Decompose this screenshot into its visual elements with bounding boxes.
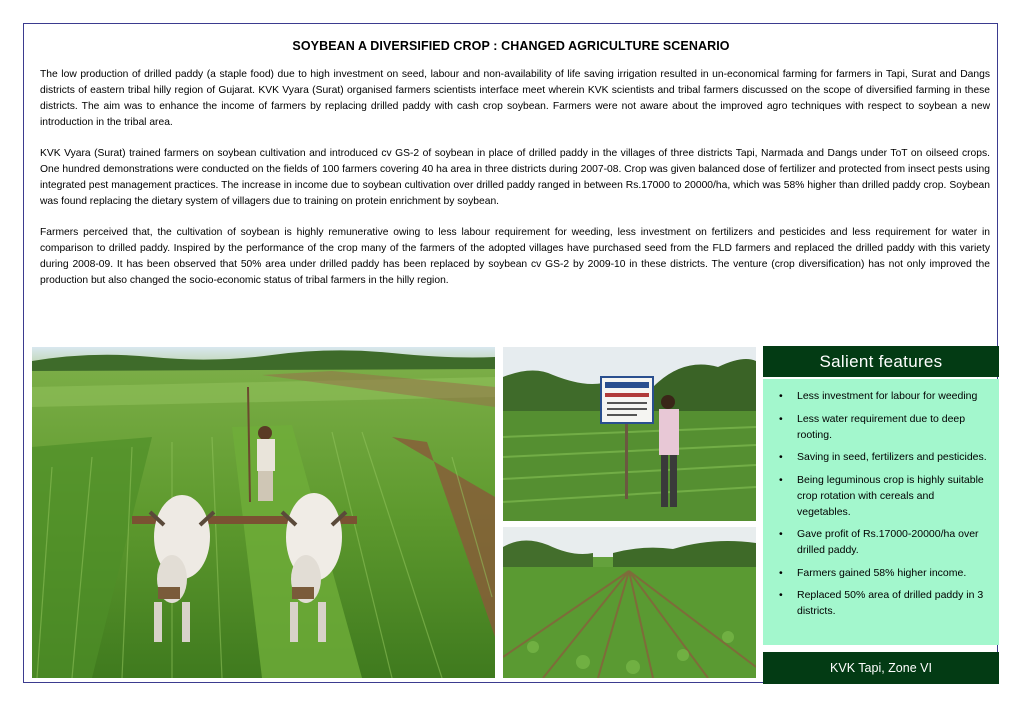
salient-features-heading: Salient features bbox=[763, 346, 999, 377]
list-item: • Being leguminous crop is highly suitable crop rotation with cereals and vegetables. bbox=[779, 473, 984, 518]
bullet-icon: • bbox=[779, 589, 783, 601]
footer-label: KVK Tapi, Zone VI bbox=[763, 652, 999, 684]
salient-features-list bbox=[763, 379, 999, 645]
list-item: • Replaced 50% area of drilled paddy in 3 districts. bbox=[779, 589, 984, 617]
article-body bbox=[40, 67, 990, 304]
photo-farmer-signboard bbox=[503, 347, 756, 521]
bullet-icon: • bbox=[779, 566, 783, 579]
list-item: • Less water requirement due to deep rooting. bbox=[779, 412, 966, 441]
list-item: • Less investment for labour for weeding bbox=[779, 390, 978, 402]
bullet-icon: • bbox=[779, 390, 783, 402]
bullet-icon: • bbox=[779, 451, 783, 463]
photo-soybean-field bbox=[503, 527, 756, 678]
page-title: SOYBEAN A DIVERSIFIED CROP : CHANGED AGRICULTURE SCENARIO bbox=[292, 39, 730, 53]
list-item: • Gave profit of Rs.17000-20000/ha over drilled paddy. bbox=[779, 528, 979, 556]
list-item: • Farmers gained 58% higher income. bbox=[779, 566, 967, 579]
photo-bullock-ploughing bbox=[32, 347, 495, 678]
paragraph-2: KVK Vyara (Surat) trained farmers on soybean cultivation and introduced cv GS-2 of soybean in place of drilled paddy in the villages of three districts Tapi, Narmada and Dangs under ToT on oilseed crops. One hundred demonstrations were conducted on the fields of 100 farmers covering 40 ha area in three districts during 2007-08. Crop was given balanced dose of fertilizer and protected from insect pests using integrated pest management practices. The increase in income due to soybean cultivation over drilled paddy ranged in between Rs.17000 to 20000/ha, which was 58% higher than drilled paddy crop. Soybean was found replacing the dietary system of villagers due to training on protein enrichment by soybean. bbox=[40, 148, 990, 207]
bullet-icon: • bbox=[779, 412, 783, 425]
bullet-icon: • bbox=[779, 473, 783, 486]
paragraph-3: Farmers perceived that, the cultivation of soybean is highly remunerative owing to less labour requirement for weeding, less investment on fertilizers and pesticides and less requirement for water in comparison to drilled paddy. Inspired by the performance of the crop many of the farmers of the adopted villages have purchased seed from the FLD farmers and replaced the drilled paddy with this variety during 2008-09. It has been observed that 50% area under drilled paddy has been replaced by soybean cv GS-2 by 2009-10 in these districts. The venture (crop diversification) has not only improved the production but also changed the socio-economic status of tribal farmers in the hilly region. bbox=[40, 227, 990, 286]
paragraph-1: The low production of drilled paddy (a staple food) due to high investment on seed, labour and non-availability of life saving irrigation resulted in un-economical farming for farmers in Tapi, Surat and Dangs districts of eastern tribal hilly region of Gujarat. KVK Vyara (Surat) organised farmers scientists interface meet wherein KVK scientists and tribal farmers discussed on the scope of diversified farming in these districts. The aim was to enhance the income of farmers by replacing drilled paddy with cash crop soybean. Farmers were not aware about the improved agro techniques with respect to soybean a new introduction in the tribal area. bbox=[40, 69, 990, 128]
bullet-icon: • bbox=[779, 528, 783, 540]
list-item: • Saving in seed, fertilizers and pesticides. bbox=[779, 451, 987, 463]
